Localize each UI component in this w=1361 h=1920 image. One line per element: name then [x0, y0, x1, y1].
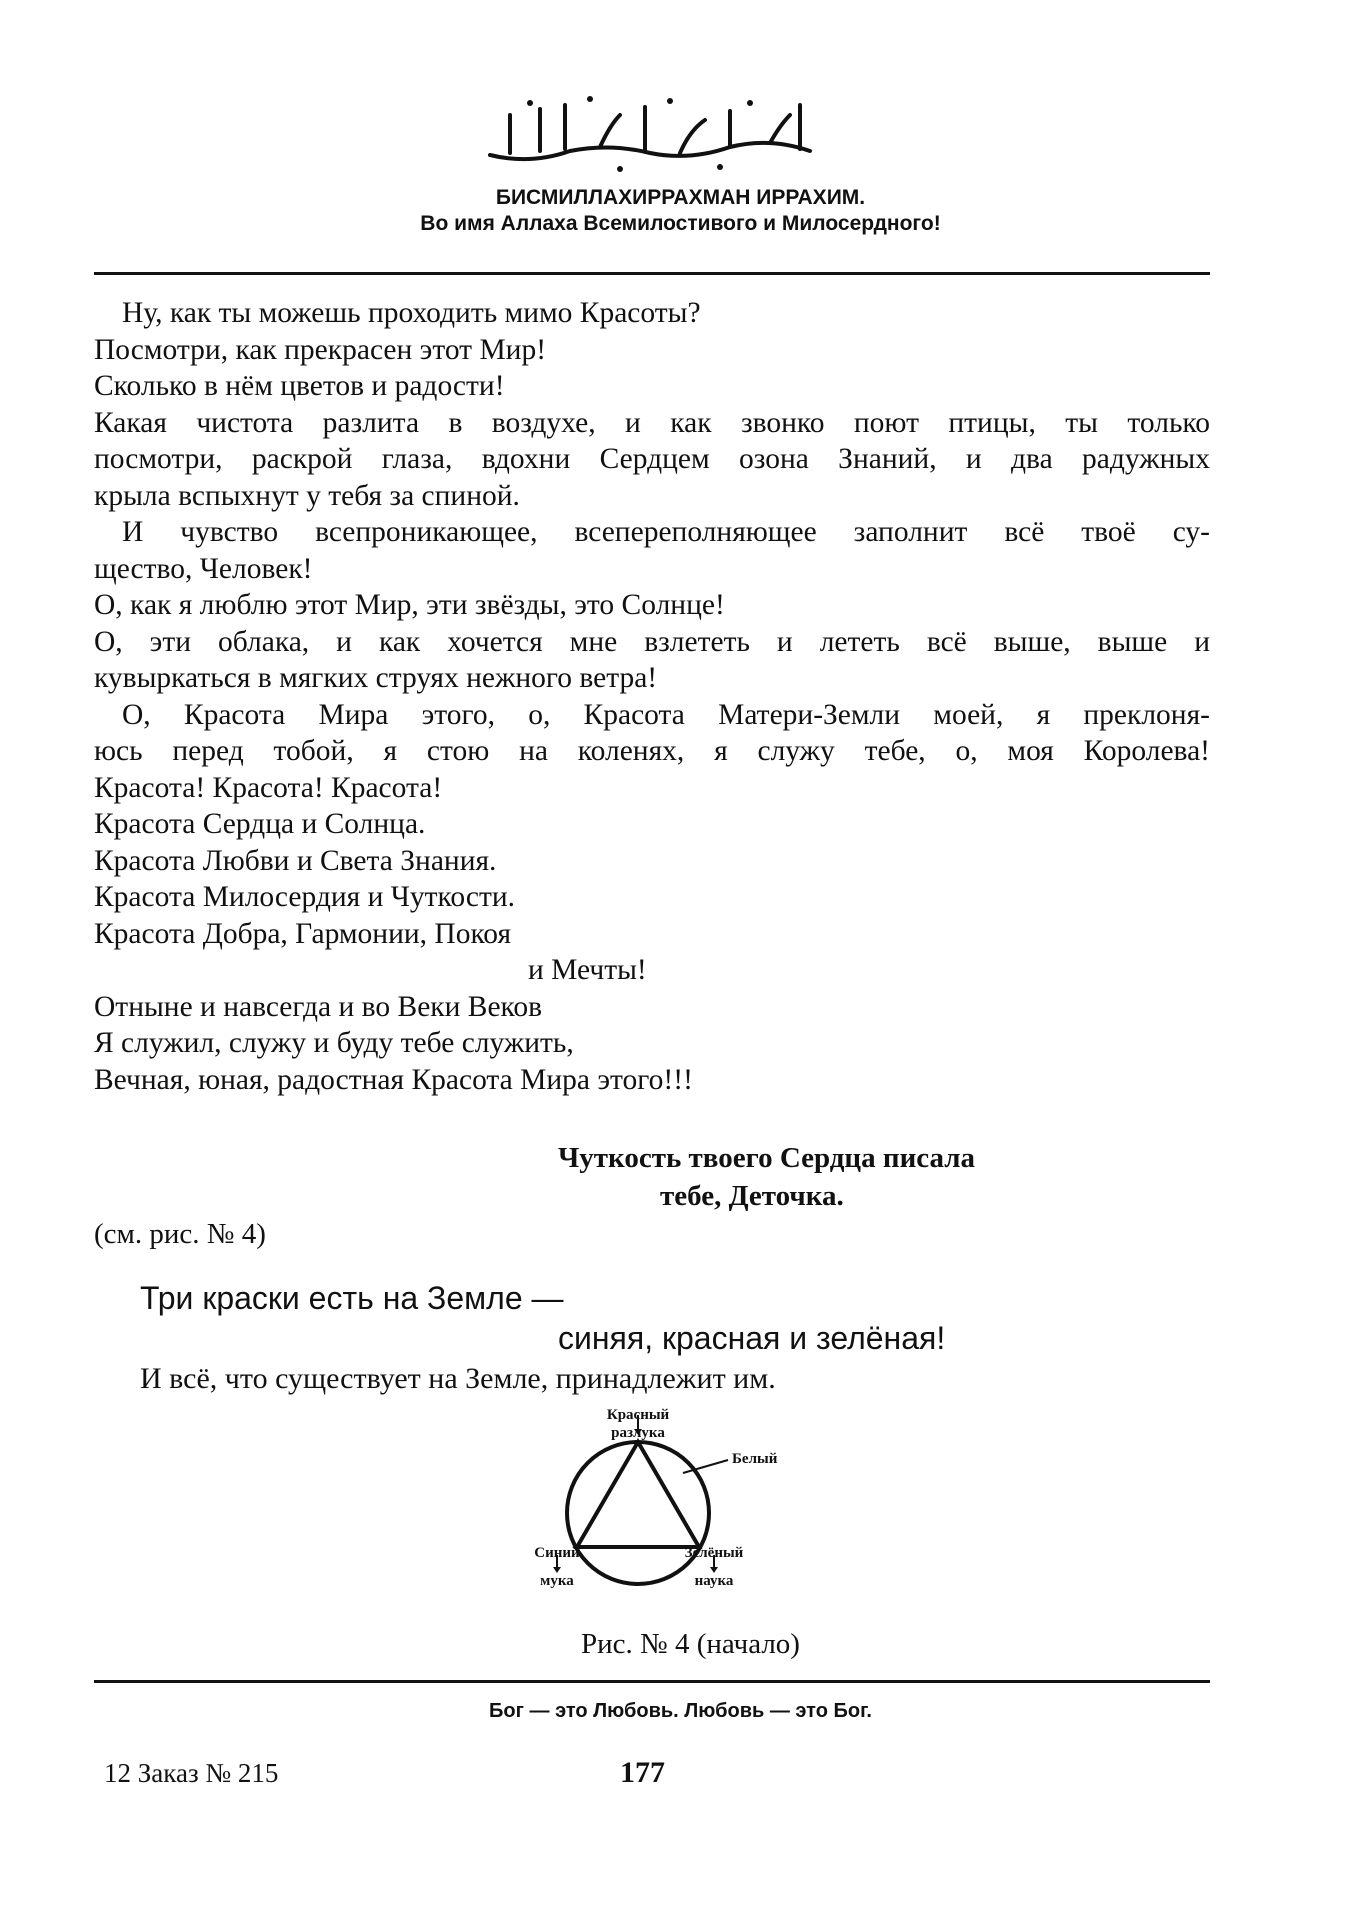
body-line: Посмотри, как прекрасен этот Мир! [94, 333, 547, 366]
label-red: Красный [606, 1407, 670, 1423]
body-line: и Мечты! [528, 954, 647, 986]
body-text [94, 295, 1210, 1098]
header-subtitle: Во имя Аллаха Всемилостивого и Милосердного! [420, 212, 941, 235]
figure-caption: Рис. № 4 (начало) [581, 1628, 800, 1660]
label-separation: разлука [611, 1425, 665, 1441]
body-line: Отныне и навсегда и во Веки Веков [94, 990, 543, 1023]
page-number: 177 [620, 1756, 665, 1789]
label-torment: мука [540, 1573, 574, 1589]
label-blue: Синий [534, 1545, 580, 1561]
header-title: БИСМИЛЛАХИРРАХМАН ИРРАХИМ. [495, 186, 866, 209]
body-line: Я служил, служу и буду тебе служить, [94, 1027, 574, 1059]
label-science: наука [694, 1573, 734, 1589]
header-rule [94, 272, 1210, 275]
body-line: О, Красота Мира этого, о, Красота Матери-Земли моей, я преклоня- [122, 698, 1210, 731]
body-line: О, как я люблю этот Мир, эти звёзды, это Солнце! [94, 589, 725, 621]
figure-circle [567, 1442, 709, 1584]
signature-line-1: Чуткость твоего Сердца писала [558, 1142, 976, 1174]
body-line: щество, Человек! [94, 552, 313, 585]
footer-motto: Бог — это Любовь. Любовь — это Бог. [489, 1700, 872, 1722]
body-line: О, эти облака, и как хочется мне взлететь и лететь всё выше, выше и [94, 625, 1210, 658]
body-line: Красота Добра, Гармонии, Покоя [94, 917, 512, 950]
body-line: Красота! Красота! Красота! [94, 771, 443, 804]
body-line: юсь перед тобой, я стою на коленях, я служу тебе, о, моя Королева! [94, 735, 1210, 767]
label-white: Белый [732, 1451, 778, 1467]
body-line: Ну, как ты можешь проходить мимо Красоты? [122, 297, 701, 329]
figure-reference: (см. рис. № 4) [94, 1218, 266, 1250]
body-line: И чувство всепроникающее, всепереполняющее заполнит всё твоё су- [122, 516, 1210, 548]
body-line: Красота Милосердия и Чуткости. [94, 881, 516, 913]
body-line: кувыркаться в мягких струях нежного ветра! [94, 662, 658, 694]
figure-diagram [500, 1405, 830, 1605]
body-line: крыла вспыхнут у тебя за спиной. [94, 479, 520, 512]
three-colors-line-3: И всё, что существует на Земле, принадлежит им. [140, 1362, 776, 1395]
signature-line-2: тебе, Деточка. [660, 1180, 844, 1212]
body-line: посмотри, раскрой глаза, вдохни Сердцем озона Знаний, и два радужных [94, 443, 1210, 475]
body-line: Какая чистота разлита в воздухе, и как звонко поют птицы, ты только [94, 406, 1210, 439]
three-colors-line-2: синяя, красная и зелёная! [558, 1320, 946, 1356]
label-green: Зелёный [684, 1545, 744, 1561]
body-line: Вечная, юная, радостная Красота Мира этого!!! [94, 1063, 693, 1096]
footer-rule [94, 1680, 1210, 1683]
body-line: Красота Любви и Света Знания. [94, 844, 497, 877]
body-line: Сколько в нём цветов и радости! [94, 370, 505, 402]
body-line: Красота Сердца и Солнца. [94, 808, 426, 840]
three-colors-line-1: Три краски есть на Земле — [140, 1280, 564, 1316]
order-number: 12 Заказ № 215 [104, 1758, 279, 1788]
bismillah-calligraphy [470, 85, 830, 175]
